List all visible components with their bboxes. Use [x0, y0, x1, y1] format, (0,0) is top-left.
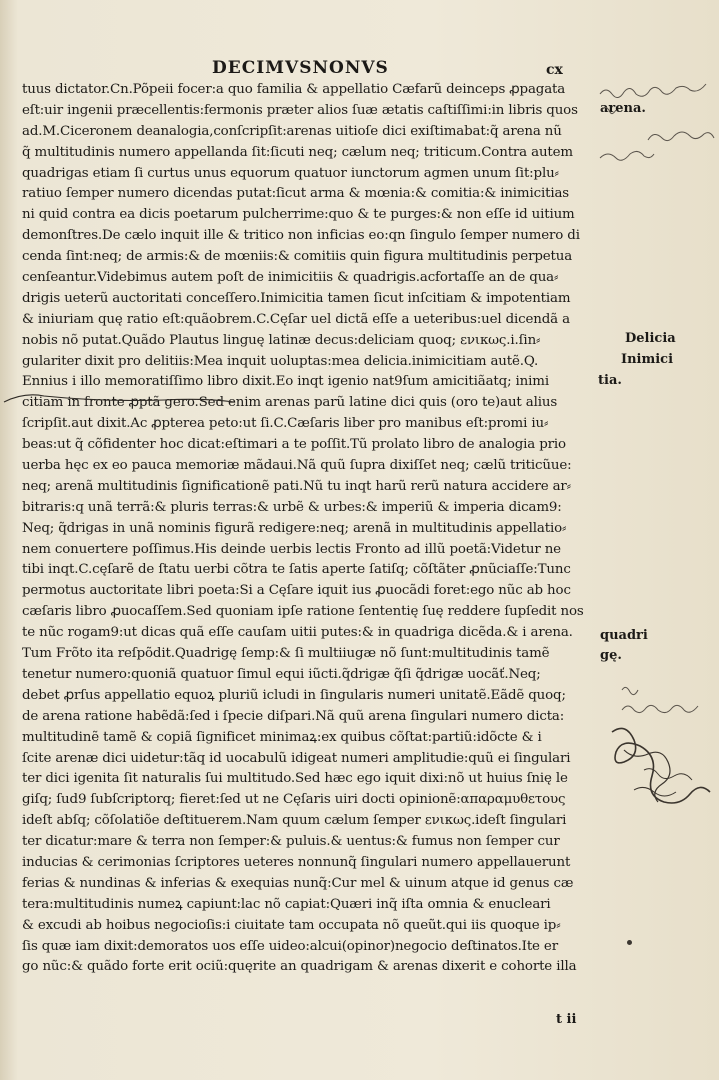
- text-line: ſcripſit.aut dixit.Ac ꝓpterea peto:ut ſi.C.Cæſaris liber pro manibus eſt:promi iu⸗: [22, 416, 549, 432]
- text-line: bitraris:q unã terrã:& pluris terras:& urbẽ & urbes:& imperiũ & imperia dicam9:: [22, 499, 562, 515]
- running-head: DECIMVSNONVS: [212, 58, 389, 78]
- text-line: beas:ut q̃ cõfidenter hoc dicat:eſtimari a te poſſit.Tũ prolato libro de analogia prio: [22, 437, 566, 453]
- text-line: go nũc:& quãdo forte erit ociũ:quęrite an quadrigam & arenas dixerit e cohorte illa: [22, 959, 577, 975]
- text-line: ideſt abſq; cõſolatiõe deſtituerem.Nam quum cælum ſemper ενικως.ideſt ſingulari: [22, 813, 567, 829]
- text-line: drigis ueterũ auctoritati conceſſero.Inimicitia tamen ſicut inſcitiam & impotentiam: [22, 290, 571, 306]
- text-line: inducias & cerimonias ſcriptores ueteres nonnunq̃ ſingulari numero appellauerunt: [22, 854, 571, 870]
- hand-drawn-underline: [0, 390, 240, 410]
- text-line: uerba hęc ex eo pauca memoriæ mãdaui.Nã quũ ſupra dixiſſet neq; cælũ triticũue:: [22, 458, 572, 474]
- ink-dot: [627, 940, 632, 945]
- text-line: te nũc rogam9:ut dicas quã eſſe cauſam uitii putes:& in quadriga dicẽda.& i arena.: [22, 625, 573, 641]
- text-line: ter dicatur:mare & terra non ſemper:& puluis.& uentus:& fumus non ſemper cur: [22, 834, 560, 850]
- ink-flourish-drawing: [604, 720, 714, 820]
- text-line: ſis quæ iam dixit:demoratos uos eſſe uideo:alcui(opinor)negocio deſtinatos.Ite er: [22, 938, 558, 954]
- text-line: eſt:uir ingenii præcellentis:fermonis præter alios ſuæ ætatis caſtiſſimi:in libris quos: [22, 102, 578, 118]
- text-line: demonſtres.De cælo inquit ille & tritico non inficias eo:qn ſingulo ſemper numero di: [22, 228, 580, 244]
- text-line: ratiuo ſemper numero dicendas putat:ſicut arma & mœnia:& comitia:& inimicitias: [22, 186, 570, 202]
- text-line: quadrigas etiam ſi curtus unus equorum quatuor iunctorum agmen unum ſit:plu⸗: [22, 165, 559, 181]
- text-line: cæſaris libro ꝓuocaſſem.Sed quoniam ipſe ratione ſententię ſuę reddere ſupſedit nos: [22, 604, 584, 620]
- text-line: tuus dictator.Cn.Põpeii focer:a quo familia & appellatio Cæfarũ deinceps ꝓpagata: [22, 82, 566, 97]
- catchword: t ii: [556, 1012, 577, 1027]
- text-line: ter dici igenita ſit naturalis ſui multitudo.Sed hæc ego iquit dixi:nõ ut huius ſnię le: [22, 771, 568, 787]
- text-line: ni quid contra ea dicis poetarum pulcherrime:quo & te purges:& non eſſe id uitium: [22, 207, 575, 223]
- margin-note-delicia: Delicia: [625, 331, 676, 346]
- text-line: neq; arenã multitudinis ſignificationẽ pati.Nũ tu inqt harũ rerũ natura accidere ar⸗: [22, 478, 571, 494]
- page-header: [0, 58, 719, 82]
- text-line: ad.M.Ciceronem deanalogia,conſcripſit:arenas uitioſe dici exiſtimabat:q̃ arena nũ: [22, 123, 562, 139]
- handwritten-marginalia-middle: [618, 682, 708, 718]
- folio-number: cx: [546, 62, 563, 78]
- margin-note-arena: arena.: [600, 101, 646, 116]
- text-line: giſq; ſud9 ſubſcriptorq; fieret:ſed ut ne Cęſaris uiri docti opinionẽ:απαραμυθετους: [22, 792, 566, 808]
- text-line: multitudinẽ tamẽ & copiã ſignificet minimaꝝ:ex quibus cõſtat:partiũ:idõcte & i: [22, 729, 542, 745]
- text-line: citiam in fronte ꝓptã gero.Sed enim arenas parũ latine dici quis (oro te)aut alius: [22, 395, 558, 411]
- margin-note-inimici: Inimici: [621, 352, 674, 367]
- text-line: de arena ratione habẽdã:ſed i ſpecie diſpari.Nã quũ arena ſingulari numero dicta:: [22, 708, 565, 724]
- margin-note-tia: tia.: [598, 373, 622, 388]
- text-line: tera:multitudinis numeꝝ capiunt:lac nõ capiat:Quæri inq̃ iſta omnia & enucleari: [22, 896, 551, 912]
- text-line: tenetur numero:quoniã quatuor ſimul equi iũcti.q̃drigæ q̃ſi q̃drigæ uocãť.Neq;: [22, 666, 541, 682]
- text-line: & iniuriam quę ratio eſt:quãobrem.C.Cęſar uel dictã eſſe a ueteribus:uel dicendã a: [22, 311, 570, 327]
- handwritten-marginalia-top: [596, 80, 718, 170]
- text-line: permotus auctoritate libri poeta:Si a Cęſare iquit ius ꝓuocãdi foret:ego nũc ab hoc: [22, 583, 571, 599]
- text-line: tibi inqt.C.cęſarẽ de ſtatu uerbi cõtra te ſatis aperte ſatiſq; cõſtãter ꝓnũciaſſe:Tunc: [22, 562, 571, 578]
- text-line: gulariter dixit pro delitiis:Mea inquit uoluptas:mea delicia.inimicitiam autẽ.Q.: [22, 353, 539, 369]
- text-line: & excudi ab hoibus negocioſis:i ciuitate tam occupata nõ queũt.qui iis quoque ip⸗: [22, 917, 561, 933]
- text-line: debet ꝓrſus appellatio equoꝝ pluriũ icludi in ſingularis numeri unitatẽ.Eãdẽ quoq;: [22, 687, 566, 703]
- text-line: nem conuertere poſſimus.His deinde uerbis lectis Fronto ad illũ poetã:Videtur ne: [22, 541, 561, 557]
- text-line: q̃ multitudinis numero appellanda ſit:ſicuti neq; cælum neq; triticum.Contra autem: [22, 144, 573, 160]
- text-line: Neq; q̃drigas in unã nominis figurã redigere:neq; arenã in multitudinis appellatio⸗: [22, 520, 567, 536]
- text-line: Tum Frõto ita reſpõdit.Quadrigę ſemp:& ſi multiiugæ nõ ſunt:multitudinis tamẽ: [22, 646, 550, 662]
- text-line: cenſeantur.Videbimus autem poſt de inimicitiis & quadrigis.acfortaſſe an de qua⸗: [22, 270, 559, 286]
- text-line: Ennius i illo memoratiſſimo libro dixit.Eo inqt igenio nat9ſum amicitiãatq; inimi: [22, 374, 549, 390]
- text-block: [22, 80, 598, 978]
- text-line: cenda ſint:neq; de armis:& de mœniis:& comitiis quin figura multitudinis perpetua: [22, 249, 573, 265]
- text-line: ſcite arenæ dici uidetur:tãq id uocabulũ idigeat numeri amplitudie:quũ ei ſingulari: [22, 750, 571, 766]
- margin-note-ge: gę.: [600, 648, 622, 663]
- text-line: nobis nõ putat.Quãdo Plautus linguę latinæ decus:deliciam quoq; ενικως.i.ſin⸗: [22, 332, 541, 348]
- margin-note-quadri: quadri: [600, 628, 648, 643]
- text-line: ferias & nundinas & inferias & exequias nunq̃:Cur mel & uinum atque id genus cæ: [22, 875, 574, 891]
